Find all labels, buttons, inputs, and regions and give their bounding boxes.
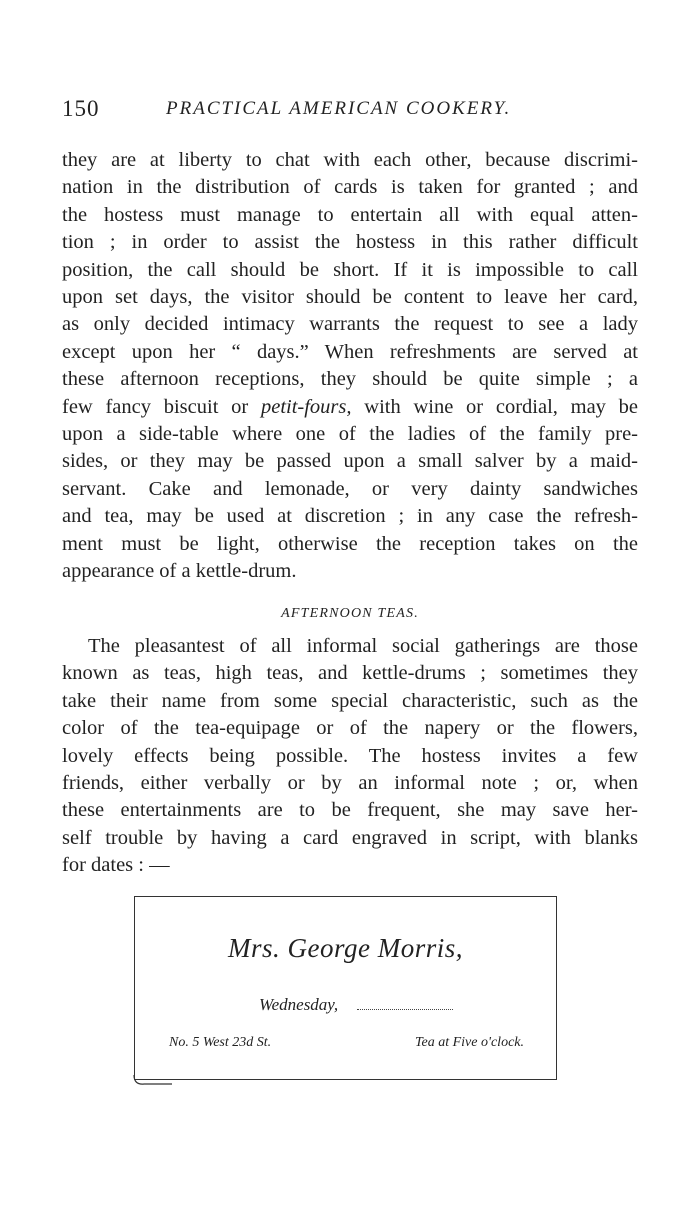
paragraph-afternoon-teas [62,633,638,880]
text-segment: with wine or cordial, may be [364,395,639,418]
text-line: they are at liberty to chat with each other, because discrimi- [62,149,638,171]
text-line: and tea, may be used at discretion ; in any case the refresh- [62,505,638,528]
text-line: position, the call should be short. If it is impossible to call [62,258,638,281]
text-line: servant. Cake and lemonade, or very dainty sandwiches [62,477,638,500]
text-line: as only decided intimacy warrants the request to see a lady [62,313,638,336]
card-corner-flourish [132,1075,172,1087]
card-day: Wednesday, [259,995,339,1014]
text-line: appearance of a kettle-drum. [62,560,297,583]
card-tea-time: Tea at Five o'clock. [415,1035,524,1050]
running-title: PRACTICAL AMERICAN COOKERY. [166,98,512,119]
text-line: ment must be light, otherwise the reception takes on the [62,532,638,555]
text-line-mixed [62,394,638,421]
text-line: color of the tea-equipage or of the napery or the flowers, [62,717,638,740]
text-line: The pleasantest of all informal social gatherings are those [88,635,638,657]
text-line: these entertainments are to be frequent, she may save her- [62,799,638,822]
text-line: self trouble by having a card engraved in script, with blanks [62,826,638,849]
card-address: No. 5 West 23d St. [169,1035,272,1050]
text-line: take their name from some special characteristic, such as the [62,689,638,712]
text-line: tion ; in order to assist the hostess in this rather difficult [62,231,638,254]
card-name: Mrs. George Morris, [228,933,463,963]
italic-term: petit-fours, [260,395,352,418]
card-date-blank [357,1009,453,1010]
text-line: known as teas, high teas, and kettle-drums ; sometimes they [62,662,638,685]
text-line: upon set days, the visitor should be content to leave her card, [62,286,638,309]
running-head [62,96,642,126]
text-line: except upon her “ days.” When refreshments are served at [62,340,638,363]
text-line: friends, either verbally or by an informal note ; or, when [62,772,638,795]
text-line: the hostess must manage to entertain all with equal atten- [62,203,638,226]
text-line: nation in the distribution of cards is taken for granted ; and [62,176,638,199]
text-line: these afternoon receptions, they should be quite simple ; a [62,368,638,391]
text-segment: few fancy biscuit or [62,395,249,418]
paragraph-receptions [62,147,638,586]
text-line: for dates : — [62,854,170,877]
calling-card [134,896,557,1080]
section-heading: AFTERNOON TEAS. [281,606,419,621]
text-line: sides, or they may be passed upon a small salver by a maid- [62,450,638,473]
text-line: upon a side-table where one of the ladies of the family pre- [62,423,638,446]
text-line: lovely effects being possible. The hostess invites a few [62,744,638,767]
page-number: 150 [62,96,100,121]
